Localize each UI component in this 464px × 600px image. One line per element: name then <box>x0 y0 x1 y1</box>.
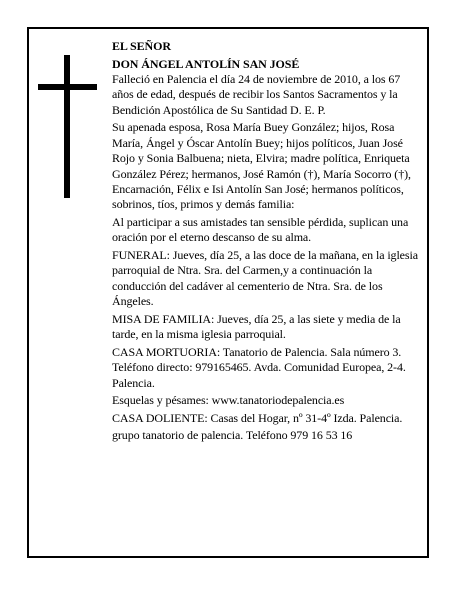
heading-line-2: DON ÁNGEL ANTOLÍN SAN JOSÉ <box>112 56 300 71</box>
heading-line-1: EL SEÑOR <box>112 39 171 53</box>
family-list: Su apenada esposa, Rosa María Buey González; hijos, Rosa María, Ángel y Óscar Antolín Buey; hijos políticos, Juan José Rojo y Sonia Balbuena; nieta, Elvira; madre política, Enriqueta González Pérez; hermanos, José Ramón (†), María Socorro (†), Encarnación, Félix e Isi Antolín San José; hermanos políticos, sobrinos, tíos, primos y demás familia: <box>112 120 411 212</box>
condolences-website: Esquelas y pésames: www.tanatoriodepalencia.es <box>112 393 345 408</box>
family-home-info: CASA DOLIENTE: Casas del Hogar, nº 31-4º Izda. Palencia. <box>112 410 403 425</box>
family-mass-info: MISA DE FAMILIA: Jueves, día 25, a las siete y media de la tarde, en la misma iglesia parroquial. <box>112 311 401 342</box>
funeral-group-phone: grupo tanatorio de palencia. Teléfono 979 16 53 16 <box>112 428 353 443</box>
death-announcement: Falleció en Palencia el día 24 de noviembre de 2010, a los 67 años de edad, después de recibir los Santos Sacramentos y la Bendición Apostólica de Su Santidad D. E. P. <box>112 72 401 117</box>
prayer-request: Al participar a sus amistades tan sensible pérdida, suplican una oración por el eterno descanso de su alma. <box>112 215 409 245</box>
obituary-text <box>112 39 422 446</box>
cross-icon-vertical <box>64 55 70 198</box>
funeral-home-info: CASA MORTUORIA: Tanatorio de Palencia. Sala número 3. Teléfono directo: 979165465. Avda. Comunidad Europea, 2-4. Palencia. <box>112 344 406 390</box>
cross-icon-horizontal <box>38 84 97 90</box>
funeral-info: FUNERAL: Jueves, día 25, a las doce de la mañana, en la iglesia parroquial de Ntra. Sra. del Carmen,y a continuación la conducción del cadáver al cementerio de Ntra. Sra. de los Ángeles. <box>112 248 418 309</box>
